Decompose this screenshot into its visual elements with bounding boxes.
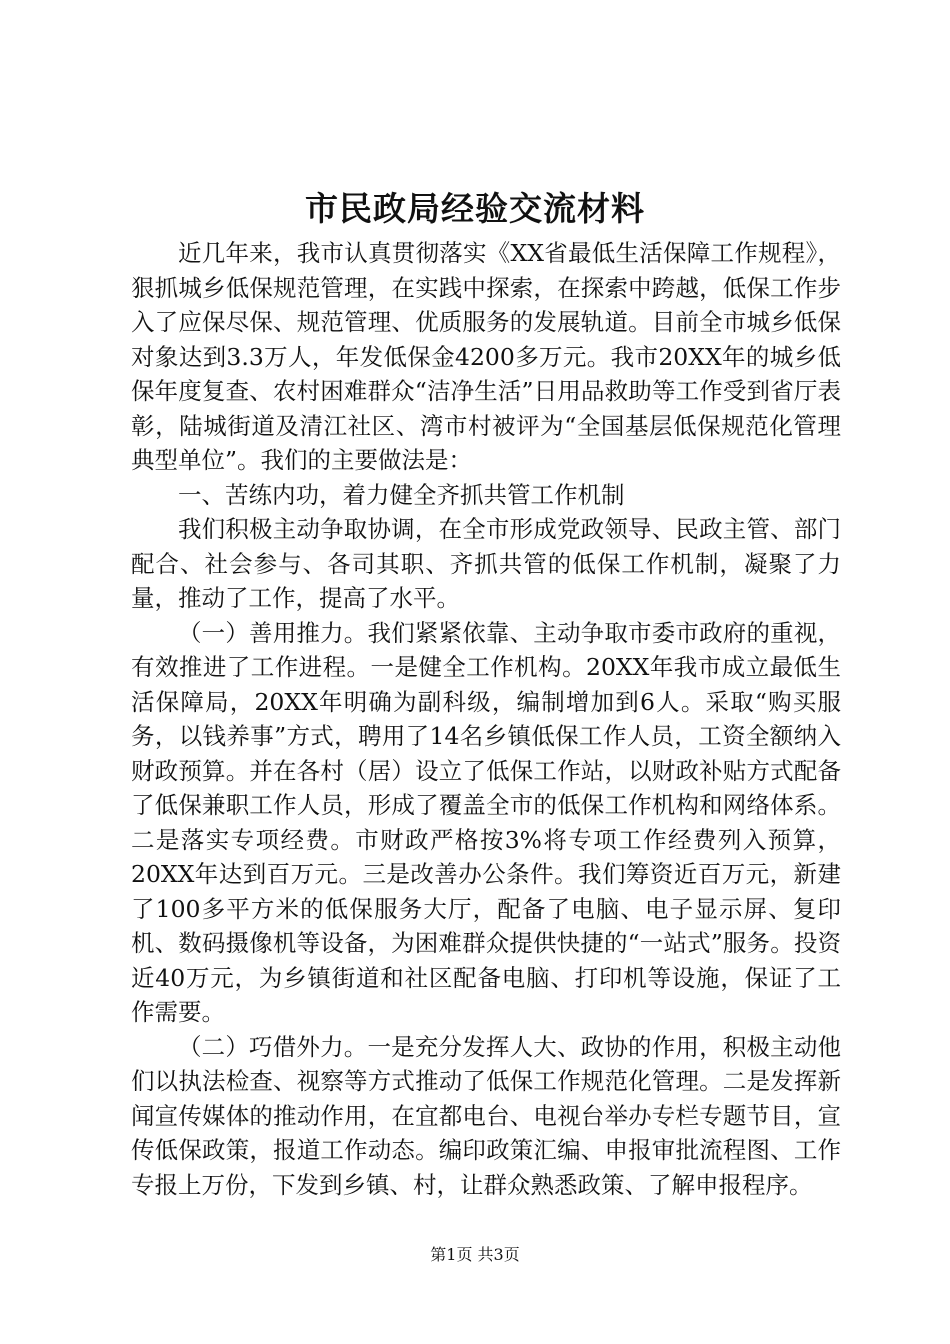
paragraph-intro: 近几年来，我市认真贯彻落实《XX省最低生活保障工作规程》，狠抓城乡低保规范管理，在实践中探索，在探索中跨越，低保工作步入了应保尽保、规范管理、优质服务的发展轨道。目前全市城乡低保对象达到3.3万人，年发低保金4200多万元。我市20XX年的城乡低保年度复查、农村困难群众“洁净生活”日用品救助等工作受到省厅表彰，陆城街道及清江社区、湾市村被评为“全国基层低保规范化管理典型单位”。我们的主要做法是： (131, 239, 841, 474)
paragraph-mechanism: 我们积极主动争取协调，在全市形成党政领导、民政主管、部门配合、社会参与、各司其职、齐抓共管的低保工作机制，凝聚了力量，推动了工作，提高了水平。 (131, 515, 841, 612)
paragraph-subsection-2: （二）巧借外力。一是充分发挥人大、政协的作用，积极主动他们以执法检查、视察等方式推动了低保工作规范化管理。二是发挥新闻宣传媒体的推动作用，在宜都电台、电视台举办专栏专题节目，宣传低保政策，报道工作动态。编印政策汇编、申报审批流程图、工作专报上万份，下发到乡镇、村，让群众熟悉政策、了解申报程序。 (131, 1032, 841, 1199)
document-title: 市民政局经验交流材料 (305, 189, 645, 228)
document-body (131, 236, 841, 1202)
paragraph-subsection-1: （一）善用推力。我们紧紧依靠、主动争取市委市政府的重视，有效推进了工作进程。一是健全工作机构。20XX年我市成立最低生活保障局，20XX年明确为副科级，编制增加到6人。采取“购买服务，以钱养事”方式，聘用了14名乡镇低保工作人员，工资全额纳入财政预算。并在各村（居）设立了低保工作站，以财政补贴方式配备了低保兼职工作人员，形成了覆盖全市的低保工作机构和网络体系。二是落实专项经费。市财政严格按3%将专项工作经费列入预算，20XX年达到百万元。三是改善办公条件。我们筹资近百万元，新建了100多平方米的低保服务大厅，配备了电脑、电子显示屏、复印机、数码摄像机等设备，为困难群众提供快捷的“一站式”服务。投资近40万元，为乡镇街道和社区配备电脑、打印机等设施，保证了工作需要。 (131, 618, 841, 1026)
section-heading: 一、苦练内功，着力健全齐抓共管工作机制 (178, 480, 625, 509)
page-number: 第1页 共3页 (430, 1245, 520, 1264)
